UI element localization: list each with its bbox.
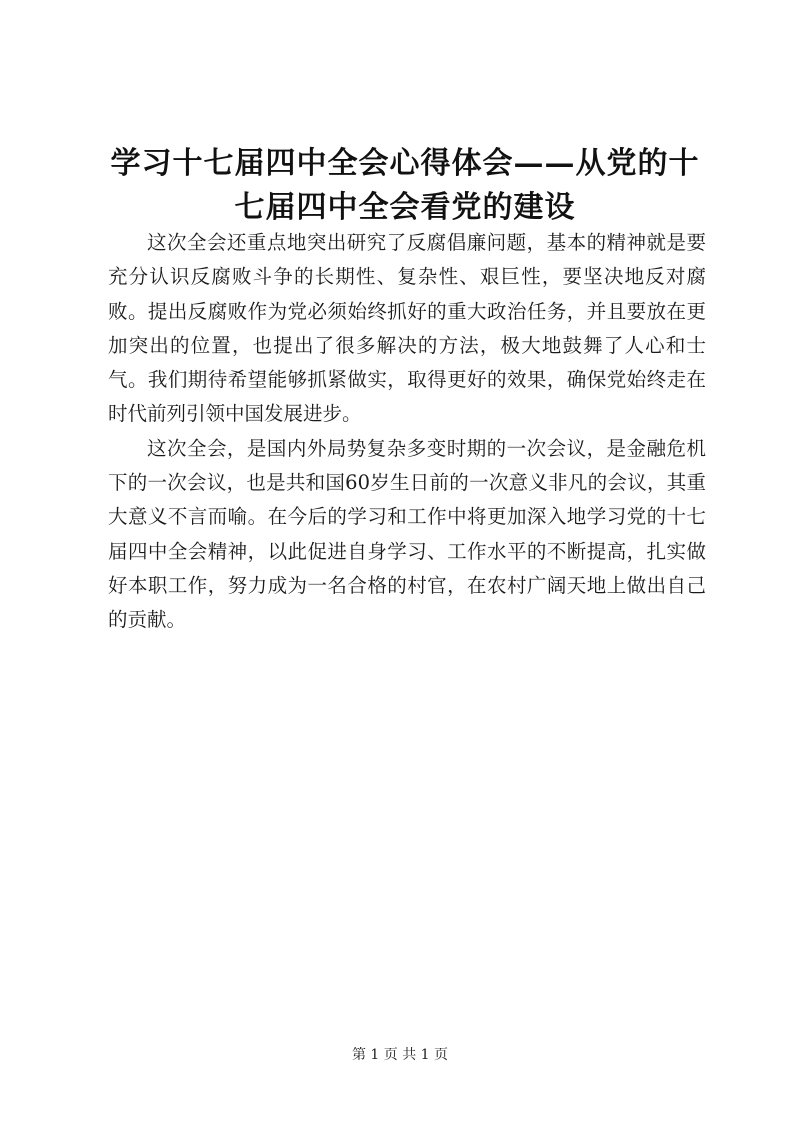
document-body (108, 226, 706, 638)
paragraph: 这次全会还重点地突出研究了反腐倡廉问题，基本的精神就是要充分认识反腐败斗争的长期性、复杂性、艰巨性，要坚决地反对腐败。提出反腐败作为党必须始终抓好的重大政治任务，并且要放在更加突出的位置，也提出了很多解决的方法，极大地鼓舞了人心和士气。我们期待希望能够抓紧做实，取得更好的效果，确保党始终走在时代前列引领中国发展进步。 (108, 231, 706, 426)
page-number-footer: 第 1 页 共 1 页 (351, 1047, 449, 1063)
document-title: 学习十七届四中全会心得体会——从党的十七届四中全会看党的建设 (110, 146, 700, 225)
paragraph: 这次全会，是国内外局势复杂多变时期的一次会议，是金融危机下的一次会议，也是共和国60岁生日前的一次意义非凡的会议，其重大意义不言而喻。在今后的学习和工作中将更加深入地学习党的十七届四中全会精神，以此促进自身学习、工作水平的不断提高，扎实做好本职工作，努力成为一名合格的村官，在农村广阔天地上做出自己的贡献。 (108, 436, 706, 632)
